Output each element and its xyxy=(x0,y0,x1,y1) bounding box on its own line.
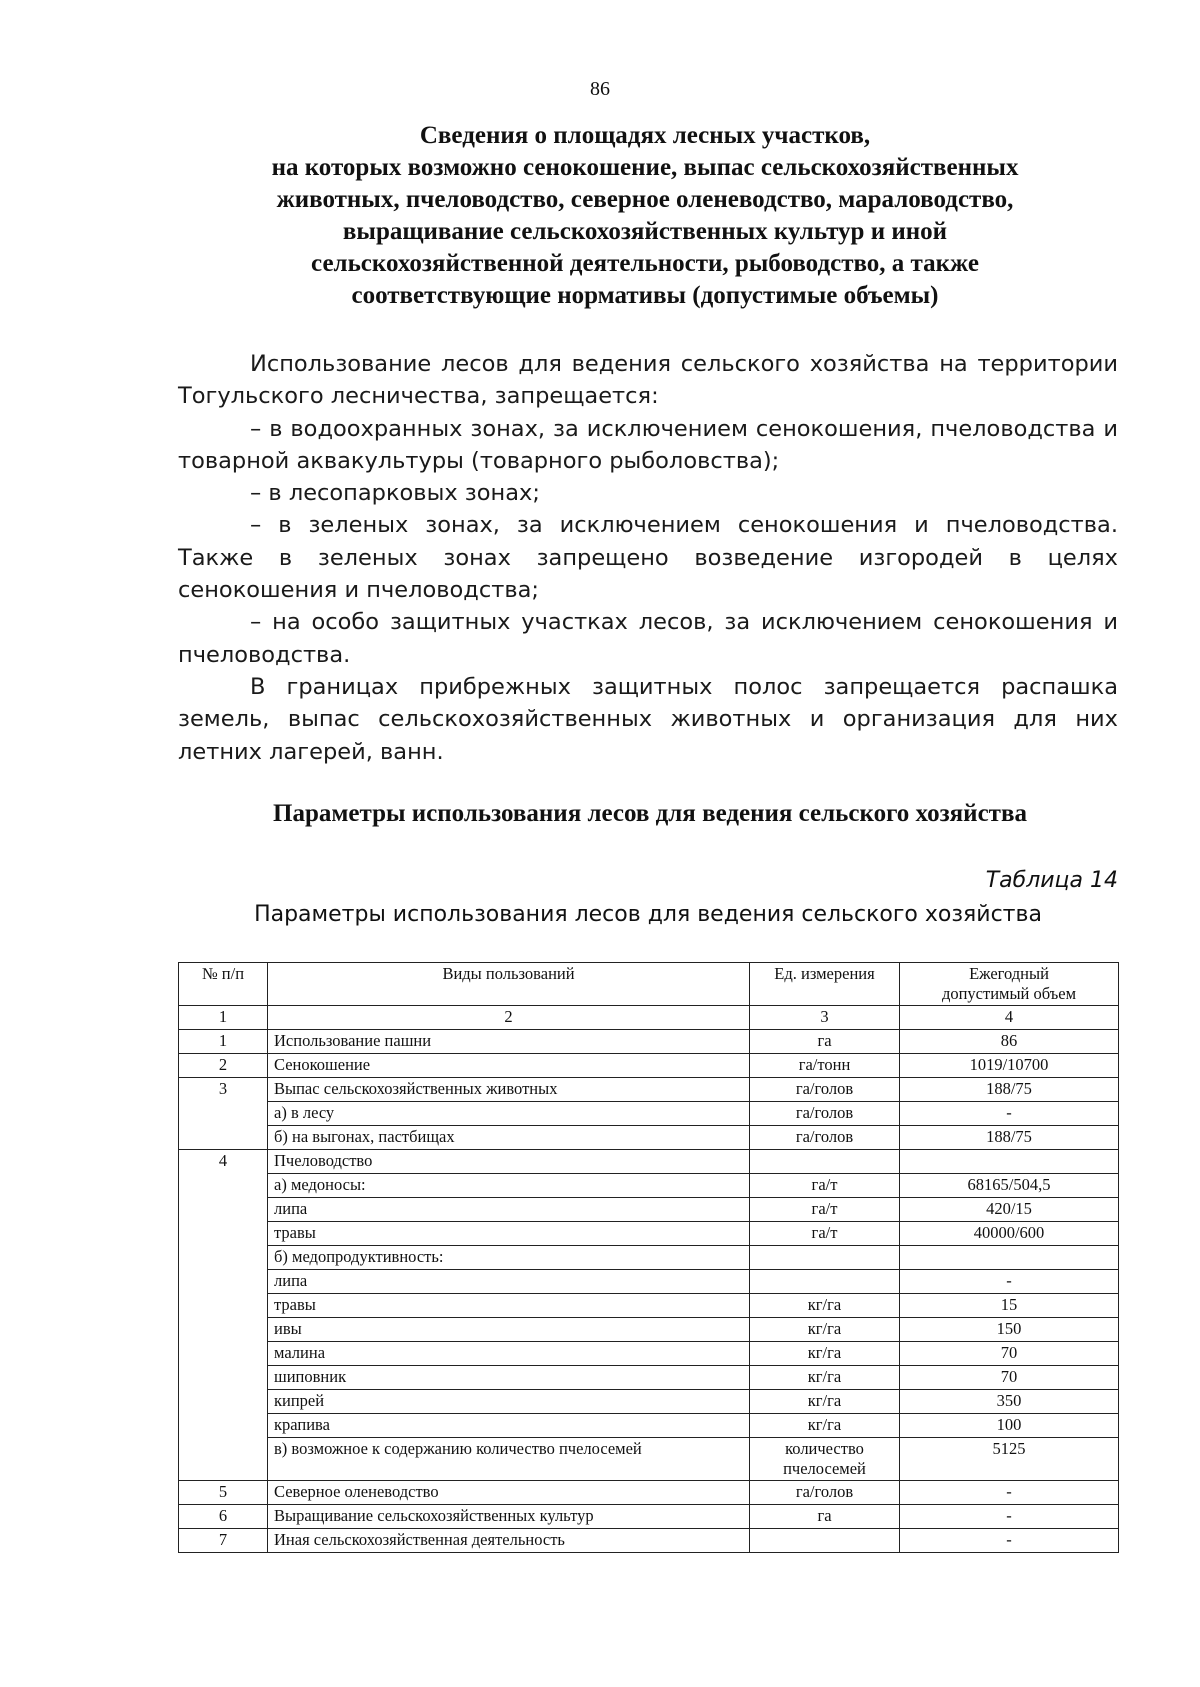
table-row xyxy=(179,1150,1119,1174)
table-row xyxy=(179,1366,1119,1390)
row-unit xyxy=(750,1529,900,1553)
row-number: 3 xyxy=(179,1078,268,1102)
row-volume: 15 xyxy=(900,1294,1119,1318)
row-kind: б) на выгонах, пастбищах xyxy=(268,1126,750,1150)
row-unit-line: пчелосемей xyxy=(783,1459,866,1478)
row-volume: - xyxy=(900,1270,1119,1294)
column-number-row xyxy=(179,1006,1119,1030)
row-number xyxy=(179,1414,268,1438)
row-number xyxy=(179,1222,268,1246)
page-number: 86 xyxy=(590,78,610,100)
intro-paragraph: – на особо защитных участках лесов, за исключением сенокошения и пчеловодства. xyxy=(178,609,1118,668)
row-unit: га xyxy=(750,1505,900,1529)
row-unit xyxy=(750,1246,900,1270)
row-number xyxy=(179,1318,268,1342)
row-unit: кг/га xyxy=(750,1414,900,1438)
table-header-row xyxy=(179,963,1119,1006)
row-volume xyxy=(900,1150,1119,1174)
row-volume: 1019/10700 xyxy=(900,1054,1119,1078)
row-kind: в) возможное к содержанию количество пчелосемей xyxy=(268,1438,750,1481)
row-unit: кг/га xyxy=(750,1294,900,1318)
title-line: соответствующие нормативы (допустимые объемы) xyxy=(351,282,939,309)
table-row xyxy=(179,1342,1119,1366)
row-number: 2 xyxy=(179,1054,268,1078)
table-row xyxy=(179,1270,1119,1294)
intro-paragraph: – в лесопарковых зонах; xyxy=(250,480,540,507)
row-volume: 188/75 xyxy=(900,1126,1119,1150)
row-number xyxy=(179,1246,268,1270)
row-unit: га/т xyxy=(750,1174,900,1198)
intro-text xyxy=(178,348,1118,768)
table-row xyxy=(179,1414,1119,1438)
row-kind: малина xyxy=(268,1342,750,1366)
row-kind: кипрей xyxy=(268,1390,750,1414)
title-line: на которых возможно сенокошение, выпас сельскохозяйственных xyxy=(271,154,1019,181)
table-row xyxy=(179,1222,1119,1246)
row-volume: 70 xyxy=(900,1342,1119,1366)
row-volume: 100 xyxy=(900,1414,1119,1438)
row-unit xyxy=(750,1270,900,1294)
row-kind: шиповник xyxy=(268,1366,750,1390)
header-unit: Ед. измерения xyxy=(750,963,900,1006)
row-volume: 70 xyxy=(900,1366,1119,1390)
row-number: 5 xyxy=(179,1481,268,1505)
section-heading: Параметры использования лесов для ведения сельского хозяйства xyxy=(273,800,1027,827)
row-kind: Пчеловодство xyxy=(268,1150,750,1174)
title-line: выращивание сельскохозяйственных культур и иной xyxy=(342,218,948,245)
row-kind: липа xyxy=(268,1270,750,1294)
header-volume xyxy=(900,963,1119,1006)
column-number: 2 xyxy=(268,1006,750,1030)
table-row xyxy=(179,1529,1119,1553)
intro-paragraph: – в водоохранных зонах, за исключением сенокошения, пчеловодства и товарной аквакультуры (товарного рыболовства); xyxy=(178,415,1118,474)
header-num: № п/п xyxy=(179,963,268,1006)
row-volume: - xyxy=(900,1481,1119,1505)
row-unit: кг/га xyxy=(750,1366,900,1390)
table-row xyxy=(179,1294,1119,1318)
row-unit: га xyxy=(750,1030,900,1054)
row-unit: га/тонн xyxy=(750,1054,900,1078)
row-kind: а) медоносы: xyxy=(268,1174,750,1198)
table-row xyxy=(179,1174,1119,1198)
row-unit: га/голов xyxy=(750,1102,900,1126)
title-line: Сведения о площадях лесных участков, xyxy=(419,122,871,149)
row-kind: липа xyxy=(268,1198,750,1222)
row-number: 6 xyxy=(179,1505,268,1529)
row-unit: кг/га xyxy=(750,1342,900,1366)
row-kind: б) медопродуктивность: xyxy=(268,1246,750,1270)
table-row xyxy=(179,1126,1119,1150)
row-volume: - xyxy=(900,1505,1119,1529)
row-number: 7 xyxy=(179,1529,268,1553)
row-number xyxy=(179,1366,268,1390)
row-number xyxy=(179,1270,268,1294)
header-kind: Виды пользований xyxy=(268,963,750,1006)
table-row xyxy=(179,1102,1119,1126)
table-row xyxy=(179,1246,1119,1270)
parameters-table xyxy=(178,962,1119,1553)
table-row xyxy=(179,1505,1119,1529)
row-unit xyxy=(750,1150,900,1174)
row-unit: кг/га xyxy=(750,1390,900,1414)
row-kind: травы xyxy=(268,1294,750,1318)
row-kind: а) в лесу xyxy=(268,1102,750,1126)
row-unit: га/т xyxy=(750,1222,900,1246)
row-kind: Сенокошение xyxy=(268,1054,750,1078)
intro-paragraph: В границах прибрежных защитных полос запрещается распашка земель, выпас сельскохозяйственных животных и организация для них летних лагерей, ванн. xyxy=(178,673,1118,765)
row-volume: - xyxy=(900,1529,1119,1553)
row-number xyxy=(179,1438,268,1481)
row-volume: 5125 xyxy=(900,1438,1119,1481)
row-kind: Северное оленеводство xyxy=(268,1481,750,1505)
table-number: Таблица 14 xyxy=(985,868,1118,893)
row-unit-line: количество xyxy=(785,1439,864,1458)
row-kind: Использование пашни xyxy=(268,1030,750,1054)
row-kind: Иная сельскохозяйственная деятельность xyxy=(268,1529,750,1553)
header-volume-line: допустимый объем xyxy=(941,984,1077,1003)
table-row xyxy=(179,1030,1119,1054)
table-row xyxy=(179,1390,1119,1414)
intro-paragraph: – в зеленых зонах, за исключением сенокошения и пчеловодства. Также в зеленых зонах запрещено возведение изгородей в целях сенокошения и пчеловодства; xyxy=(178,512,1118,604)
document-title xyxy=(170,120,1120,312)
table-row xyxy=(179,1481,1119,1505)
row-volume: 420/15 xyxy=(900,1198,1119,1222)
header-volume-line: Ежегодный xyxy=(969,964,1049,983)
row-volume: 40000/600 xyxy=(900,1222,1119,1246)
column-number: 1 xyxy=(179,1006,268,1030)
row-number xyxy=(179,1198,268,1222)
row-kind: крапива xyxy=(268,1414,750,1438)
row-unit: га/т xyxy=(750,1198,900,1222)
row-unit: га/голов xyxy=(750,1481,900,1505)
row-kind: Выпас сельскохозяйственных животных xyxy=(268,1078,750,1102)
row-volume: 150 xyxy=(900,1318,1119,1342)
row-number: 4 xyxy=(179,1150,268,1174)
intro-paragraph: Использование лесов для ведения сельского хозяйства на территории Тогульского лесничества, запрещается: xyxy=(178,351,1118,410)
row-number xyxy=(179,1102,268,1126)
row-volume xyxy=(900,1246,1119,1270)
row-unit: кг/га xyxy=(750,1318,900,1342)
row-volume: 86 xyxy=(900,1030,1119,1054)
title-line: сельскохозяйственной деятельности, рыбоводство, а также xyxy=(311,250,979,277)
row-kind: травы xyxy=(268,1222,750,1246)
row-unit xyxy=(750,1438,900,1481)
table-caption: Параметры использования лесов для ведения сельского хозяйства xyxy=(254,902,1042,927)
column-number: 3 xyxy=(750,1006,900,1030)
row-unit: га/голов xyxy=(750,1126,900,1150)
row-kind: Выращивание сельскохозяйственных культур xyxy=(268,1505,750,1529)
table-row xyxy=(179,1318,1119,1342)
row-volume: 350 xyxy=(900,1390,1119,1414)
row-kind: ивы xyxy=(268,1318,750,1342)
row-number xyxy=(179,1342,268,1366)
table-row xyxy=(179,1054,1119,1078)
row-volume: 188/75 xyxy=(900,1078,1119,1102)
table-row xyxy=(179,1438,1119,1481)
row-number xyxy=(179,1174,268,1198)
row-volume: - xyxy=(900,1102,1119,1126)
row-number: 1 xyxy=(179,1030,268,1054)
row-number xyxy=(179,1126,268,1150)
row-number xyxy=(179,1390,268,1414)
row-volume: 68165/504,5 xyxy=(900,1174,1119,1198)
table-row xyxy=(179,1198,1119,1222)
row-unit: га/голов xyxy=(750,1078,900,1102)
row-number xyxy=(179,1294,268,1318)
title-line: животных, пчеловодство, северное оленеводство, мараловодство, xyxy=(276,186,1014,213)
column-number: 4 xyxy=(900,1006,1119,1030)
table-row xyxy=(179,1078,1119,1102)
